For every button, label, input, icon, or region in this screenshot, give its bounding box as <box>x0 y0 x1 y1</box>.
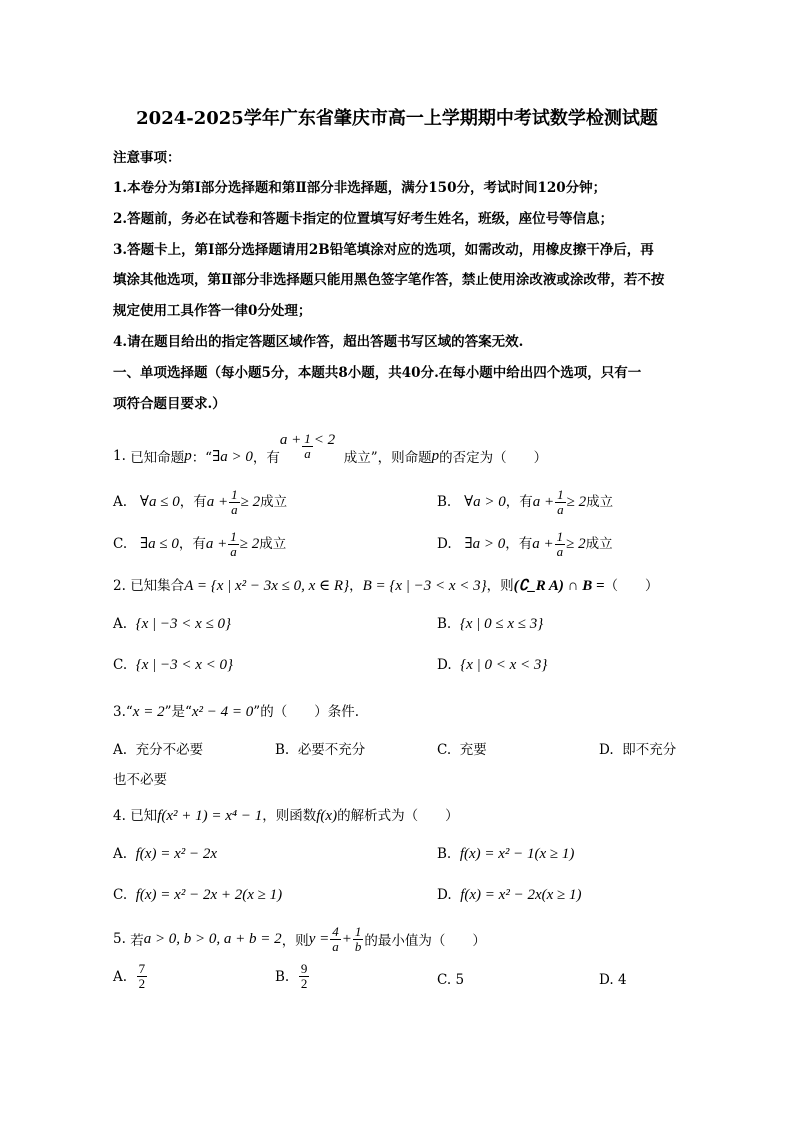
q1-ineq-tail: < 2 <box>313 431 336 448</box>
question-1 <box>113 430 548 474</box>
option-you: ，有 <box>505 536 533 552</box>
option-label: C. <box>437 972 452 988</box>
q1-condition: ∃a > 0 <box>212 448 253 465</box>
q3-expr-1: x = 2 <box>132 704 165 720</box>
frac-den: a <box>556 544 564 559</box>
option-you: ，有 <box>505 494 533 510</box>
option-text: f(x) = x² − 2x <box>135 846 218 862</box>
q3-stem-c: ”的（ ）条件. <box>253 704 359 720</box>
option-expr-tail: ≥ 2 <box>240 494 261 510</box>
frac-den: a <box>231 502 238 517</box>
q4-option-c <box>113 887 282 904</box>
q2-ze: ，则 <box>486 578 514 594</box>
option-label: A. <box>113 968 128 985</box>
option-text: f(x) = x² − 1(x ≥ 1) <box>459 846 575 862</box>
option-label: B. <box>437 494 452 510</box>
option-label: A. <box>113 846 128 862</box>
option-label: C. <box>113 657 128 673</box>
option-quant: ∀a > 0 <box>464 494 506 510</box>
section-heading: 一、单项选择题（每小题5分，本题共8小题，共40分.在每小题中给出四个选项，只有一 <box>113 365 642 381</box>
option-text: 4 <box>617 972 627 988</box>
option-text: {x | −3 < x ≤ 0} <box>135 616 232 632</box>
option-label: B. <box>437 616 452 632</box>
option-label: B. <box>437 846 452 862</box>
frac-den: 2 <box>300 976 308 991</box>
option-text: 即不充分 <box>622 742 677 758</box>
option-text: {x | 0 ≤ x ≤ 3} <box>459 616 544 632</box>
q5-option-b <box>275 962 310 991</box>
option-label: A. <box>113 616 128 632</box>
q5-fraction-1 <box>330 925 341 954</box>
q1-chengli: 成立”，则命题 <box>343 450 432 466</box>
option-quant: ∃a > 0 <box>464 536 506 552</box>
frac-num: 1 <box>230 529 237 544</box>
option-end: 成立 <box>260 494 288 510</box>
frac-den: a <box>230 544 237 559</box>
q5-stem-a: 若 <box>130 933 144 949</box>
option-quant: ∃a ≤ 0 <box>140 536 179 552</box>
q2-number: 2. <box>113 578 126 594</box>
q3-option-b <box>275 738 365 758</box>
option-fraction <box>137 962 148 991</box>
option-fraction <box>555 530 566 559</box>
q4-number: 4. <box>113 808 126 824</box>
option-label: D. <box>437 657 452 673</box>
q5-plus: + <box>341 930 352 947</box>
q2-option-b <box>437 616 543 633</box>
q2-stem: 已知集合 <box>130 578 185 594</box>
option-expr: a + <box>532 494 555 510</box>
option-label: B. <box>275 968 290 985</box>
q4-expr-1: f(x² + 1) = x⁴ − 1 <box>157 808 263 824</box>
frac-num: 1 <box>231 487 238 502</box>
q3-number: 3. <box>113 704 126 720</box>
q1-option-d <box>437 530 613 559</box>
q4-stem-c: 的解析式为（ ） <box>337 808 459 824</box>
q4-option-d <box>437 887 582 904</box>
question-5 <box>113 922 486 956</box>
q3-option-a <box>113 738 203 758</box>
frac-den: a <box>332 938 339 954</box>
frac-den: 2 <box>138 976 146 991</box>
option-label: B. <box>275 742 290 758</box>
q4-expr-2: f(x) <box>316 808 338 824</box>
option-text: {x | −3 < x < 0} <box>135 657 234 673</box>
q5-option-d <box>599 972 627 988</box>
q5-stem-b: ，则 <box>281 933 309 949</box>
q5-option-c <box>437 972 464 988</box>
option-label: C. <box>113 536 128 552</box>
q3-stem-b: ”是“ <box>164 704 192 720</box>
q2-comma: ， <box>349 578 363 594</box>
q3-option-d <box>599 738 676 758</box>
option-label: C. <box>113 887 128 903</box>
q4-stem-a: 已知 <box>130 808 158 824</box>
q1-frac-num: 1 <box>304 430 311 446</box>
q1-stem: 已知命题 <box>130 450 185 466</box>
option-quant: ∀a ≤ 0 <box>139 494 180 510</box>
q2-expression: (∁_R A) ∩ B = <box>513 578 605 594</box>
option-end: 成立 <box>586 494 614 510</box>
q2-option-c <box>113 657 233 674</box>
option-expr-tail: ≥ 2 <box>566 536 586 552</box>
q1-frac-den: a <box>304 445 311 461</box>
q1-option-a <box>113 488 287 517</box>
q2-set-a: A = {x | x² − 3x ≤ 0, x ∈ R} <box>184 578 350 594</box>
q1-p2: p <box>431 447 440 464</box>
option-fraction <box>299 962 310 991</box>
q1-fouding: 的否定为（ ） <box>439 450 548 466</box>
notice-item-3-cont2: 规定使用工具作答一律0分处理； <box>113 303 312 319</box>
option-end: 成立 <box>259 536 287 552</box>
q1-option-b <box>437 488 613 517</box>
option-text: 5 <box>455 972 465 988</box>
option-label: D. <box>599 972 614 988</box>
q1-you: ，有 <box>252 450 280 466</box>
notice-item-2: 2.答题前，务必在试卷和答题卡指定的位置填写好考生姓名，班级，座位号等信息； <box>113 211 614 227</box>
q1-ineq-a: a + <box>279 431 302 448</box>
option-label: D. <box>599 742 614 758</box>
q4-option-b <box>437 846 574 863</box>
option-text: f(x) = x² − 2x(x ≥ 1) <box>460 887 582 903</box>
option-expr: a + <box>532 536 554 552</box>
notice-item-3-cont: 填涂其他选项，第Ⅱ部分非选择题只能用黑色签字笔作答，禁止使用涂改液或涂改带，若不按 <box>113 272 665 288</box>
option-end: 成立 <box>585 536 613 552</box>
q5-fraction-2 <box>353 925 364 954</box>
option-fraction <box>228 530 239 559</box>
question-2 <box>113 574 659 595</box>
q1-p: p <box>184 447 192 464</box>
option-text: f(x) = x² − 2x + 2(x ≥ 1) <box>135 887 283 903</box>
q1-fraction <box>302 432 313 461</box>
option-expr-tail: ≥ 2 <box>566 494 587 510</box>
option-you: ，有 <box>178 536 206 552</box>
option-text: 充要 <box>459 742 487 758</box>
option-label: A. <box>113 742 128 758</box>
option-text: {x | 0 < x < 3} <box>460 657 548 673</box>
option-text: 充分不必要 <box>135 742 204 758</box>
frac-num: 4 <box>332 923 339 939</box>
option-expr: a + <box>205 536 228 552</box>
notice-heading: 注意事项： <box>113 150 181 166</box>
q3-option-d-wrap: 也不必要 <box>113 772 167 788</box>
q5-number: 5. <box>113 931 126 947</box>
frac-num: 1 <box>354 923 362 939</box>
option-fraction <box>229 488 240 517</box>
option-you: ，有 <box>179 494 207 510</box>
q2-paren: （ ） <box>604 578 659 594</box>
frac-num: 7 <box>138 961 146 976</box>
q1-number: 1. <box>113 448 126 464</box>
question-4 <box>113 804 459 825</box>
q5-stem-c: 的最小值为（ ） <box>364 933 486 949</box>
frac-num: 9 <box>300 961 308 976</box>
exam-title: 2024-2025学年广东省肇庆市高一上学期期中考试数学检测试题 <box>136 108 658 129</box>
option-label: D. <box>437 887 452 903</box>
frac-den: a <box>557 502 564 517</box>
q5-expr-1: a > 0, b > 0, a + b = 2 <box>143 930 282 947</box>
q1-inequality <box>280 432 335 461</box>
notice-item-1: 1.本卷分为第Ⅰ部分选择题和第Ⅱ部分非选择题，满分150分，考试时间120分钟； <box>113 180 607 196</box>
q2-option-d <box>437 657 547 674</box>
q3-expr-2: x² − 4 = 0 <box>191 704 254 720</box>
option-label: D. <box>437 536 452 552</box>
q2-option-a <box>113 616 231 633</box>
section-heading-cont: 项符合题目要求.） <box>113 396 226 412</box>
q4-stem-b: ，则函数 <box>262 808 317 824</box>
q5-y: y = <box>308 930 330 947</box>
q1-colon: ：“ <box>191 450 213 466</box>
frac-num: 1 <box>556 529 564 544</box>
q4-option-a <box>113 846 217 863</box>
option-expr: a + <box>206 494 229 510</box>
option-fraction <box>555 488 566 517</box>
question-3 <box>113 700 359 721</box>
q3-option-c <box>437 738 487 758</box>
frac-den: b <box>354 938 362 954</box>
option-text: 必要不充分 <box>297 742 366 758</box>
option-label: A. <box>113 494 128 510</box>
q2-set-b: B = {x | −3 < x < 3} <box>362 578 487 594</box>
frac-num: 1 <box>557 487 564 502</box>
notice-item-3: 3.答题卡上，第Ⅰ部分选择题请用2B铅笔填涂对应的选项，如需改动，用橡皮擦干净后，再 <box>113 242 654 258</box>
notice-item-4: 4.请在题目给出的指定答题区域作答，超出答题书写区域的答案无效. <box>113 334 524 350</box>
q3-stem-a: “ <box>125 704 133 720</box>
option-expr-tail: ≥ 2 <box>239 536 260 552</box>
option-label: C. <box>437 742 452 758</box>
q5-option-a <box>113 962 148 991</box>
q1-option-c <box>113 530 286 559</box>
